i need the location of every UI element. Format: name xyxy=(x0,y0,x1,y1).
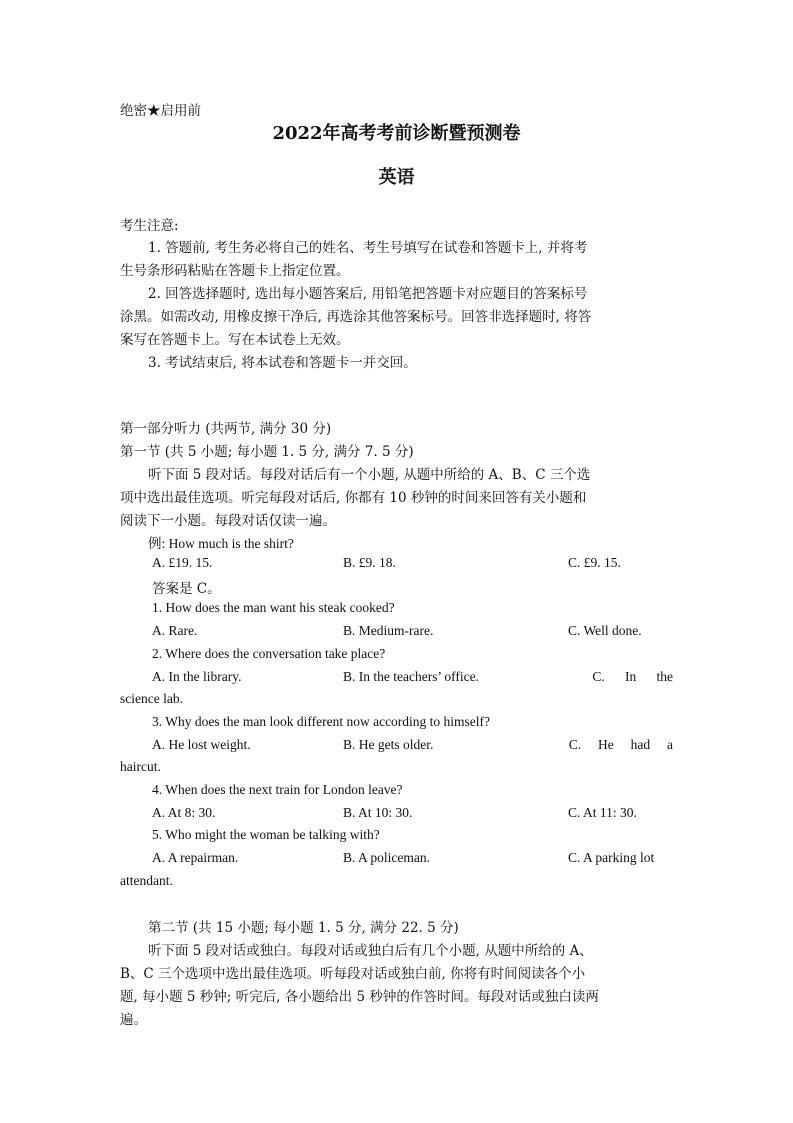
question-5-option-c-wrap: attendant. xyxy=(120,873,173,888)
example-option-b: B. £9. 18. xyxy=(343,555,396,570)
section1-instruction-line-1: 听下面 5 段对话。每段对话后有一个小题, 从题中所给的 A、B、C 三个选 xyxy=(148,467,591,483)
question-4: 4. When does the next train for London leave? xyxy=(152,782,403,797)
question-2-option-c: C. In the xyxy=(592,669,673,684)
notice-item-1-line-2: 生号条形码粘贴在答题卡上指定位置。 xyxy=(120,263,350,279)
question-2-option-b: B. In the teachers’ office. xyxy=(343,669,479,684)
question-4-option-a: A. At 8: 30. xyxy=(152,805,216,820)
section2-instruction-line-2: B、C 三个选项中选出最佳选项。听每段对话或独白前, 你将有时间阅读各个小 xyxy=(120,966,586,982)
notice-heading: 考生注意: xyxy=(120,218,179,234)
question-3-option-a: A. He lost weight. xyxy=(152,737,251,752)
notice-item-3-line-1: 3. 考试结束后, 将本试卷和答题卡一并交回。 xyxy=(148,355,417,371)
section1-instruction-line-3: 阅读下一小题。每段对话仅读一遍。 xyxy=(120,513,336,529)
question-3-option-c: C. He had a xyxy=(568,737,673,752)
part1-heading: 第一部分听力 (共两节, 满分 30 分) xyxy=(120,421,332,437)
section2-instruction-line-3: 题, 每小题 5 秒钟; 听完后, 各小题给出 5 秒钟的作答时间。每段对话或独白读两 xyxy=(120,989,599,1005)
section2-instruction-line-4: 遍。 xyxy=(120,1012,147,1028)
question-1-option-a: A. Rare. xyxy=(152,623,198,638)
notice-item-2-line-2: 涂黑。如需改动, 用橡皮擦干净后, 再选涂其他答案标号。回答非选择题时, 将答 xyxy=(120,309,592,325)
example-answer: 答案是 C。 xyxy=(152,581,221,597)
section1-heading: 第一节 (共 5 小题; 每小题 1. 5 分, 满分 7. 5 分) xyxy=(120,444,414,460)
secret-label: 绝密★启用前 xyxy=(120,103,201,119)
question-2-option-a: A. In the library. xyxy=(152,669,242,684)
example-option-c: C. £9. 15. xyxy=(568,555,621,570)
question-5: 5. Who might the woman be talking with? xyxy=(152,827,380,842)
exam-title: 2022年高考考前诊断暨预测卷 xyxy=(272,123,521,144)
question-3-option-b: B. He gets older. xyxy=(343,737,434,752)
section1-instruction-line-2: 项中选出最佳选项。听完每段对话后, 你都有 10 秒钟的时间来回答有关小题和 xyxy=(120,490,587,506)
question-5-option-b: B. A policeman. xyxy=(343,850,430,865)
question-3: 3. Why does the man look different now according to himself? xyxy=(152,714,491,729)
subject-title: 英语 xyxy=(378,167,415,188)
question-4-option-b: B. At 10: 30. xyxy=(343,805,413,820)
section2-heading: 第二节 (共 15 小题; 每小题 1. 5 分, 满分 22. 5 分) xyxy=(148,920,459,936)
notice-item-2-line-3: 案写在答题卡上。写在本试卷上无效。 xyxy=(120,332,350,348)
example-question: 例: How much is the shirt? xyxy=(148,536,294,551)
question-4-option-c: C. At 11: 30. xyxy=(568,805,637,820)
question-1-option-c: C. Well done. xyxy=(568,623,642,638)
question-5-option-c: C. A parking lot xyxy=(568,850,655,865)
notice-item-1-line-1: 1. 答题前, 考生务必将自己的姓名、考生号填写在试卷和答题卡上, 并将考 xyxy=(148,240,588,256)
question-1: 1. How does the man want his steak cooked? xyxy=(152,600,395,615)
section2-instruction-line-1: 听下面 5 段对话或独白。每段对话或独白后有几个小题, 从题中所给的 A、 xyxy=(148,943,593,959)
example-option-a: A. £19. 15. xyxy=(152,555,213,570)
question-2-option-c-wrap: science lab. xyxy=(120,691,183,706)
question-1-option-b: B. Medium-rare. xyxy=(343,623,434,638)
question-3-option-c-wrap: haircut. xyxy=(120,759,161,774)
notice-item-2-line-1: 2. 回答选择题时, 选出每小题答案后, 用铅笔把答题卡对应题目的答案标号 xyxy=(148,286,588,302)
question-5-option-a: A. A repairman. xyxy=(152,850,239,865)
question-2: 2. Where does the conversation take place? xyxy=(152,646,386,661)
